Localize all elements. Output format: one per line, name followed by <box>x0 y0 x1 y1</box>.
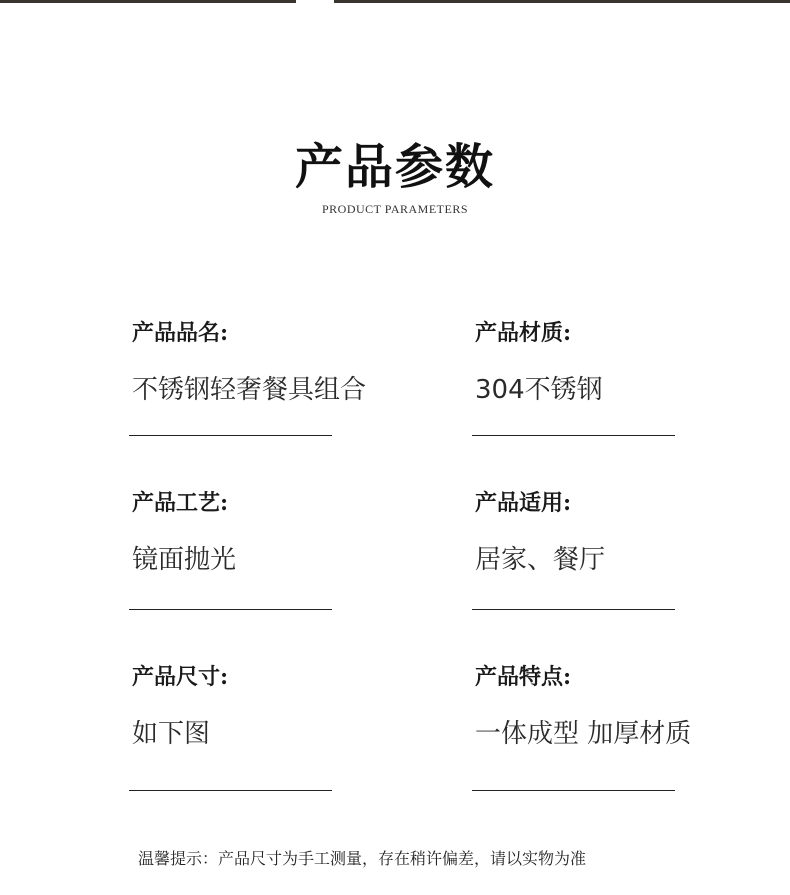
param-divider <box>472 609 675 610</box>
param-size <box>132 660 392 750</box>
param-value: 居家、餐厅 <box>475 545 606 575</box>
param-value: 如下图 <box>132 719 211 749</box>
page-subtitle: PRODUCT PARAMETERS <box>321 202 469 216</box>
param-divider <box>129 435 332 436</box>
param-label: 产品适用: <box>475 490 572 516</box>
top-strip-gap <box>296 0 334 3</box>
param-divider <box>129 609 332 610</box>
param-product-name <box>132 316 392 406</box>
top-strip-dark-left <box>0 0 296 3</box>
param-label: 产品品名: <box>132 320 229 346</box>
footer-note: 温馨提示：产品尺寸为手工测量，存在稍许偏差，请以实物为准 <box>138 849 587 868</box>
param-features <box>475 660 735 750</box>
param-label: 产品特点: <box>475 664 572 690</box>
param-divider <box>472 790 675 791</box>
top-decorative-strip <box>0 0 790 3</box>
page-title: 产品参数 <box>294 139 495 195</box>
param-divider <box>129 790 332 791</box>
param-value: 镜面抛光 <box>132 545 237 575</box>
param-craft <box>132 486 392 576</box>
param-label: 产品工艺: <box>132 490 229 516</box>
param-value: 304不锈钢 <box>475 375 603 405</box>
param-value: 一体成型 加厚材质 <box>475 719 692 749</box>
top-strip-dark-right <box>334 0 790 3</box>
param-usage <box>475 486 735 576</box>
param-label: 产品尺寸: <box>132 664 229 690</box>
param-value: 不锈钢轻奢餐具组合 <box>132 375 367 405</box>
param-label: 产品材质: <box>475 320 572 346</box>
param-divider <box>472 435 675 436</box>
param-material <box>475 316 735 406</box>
